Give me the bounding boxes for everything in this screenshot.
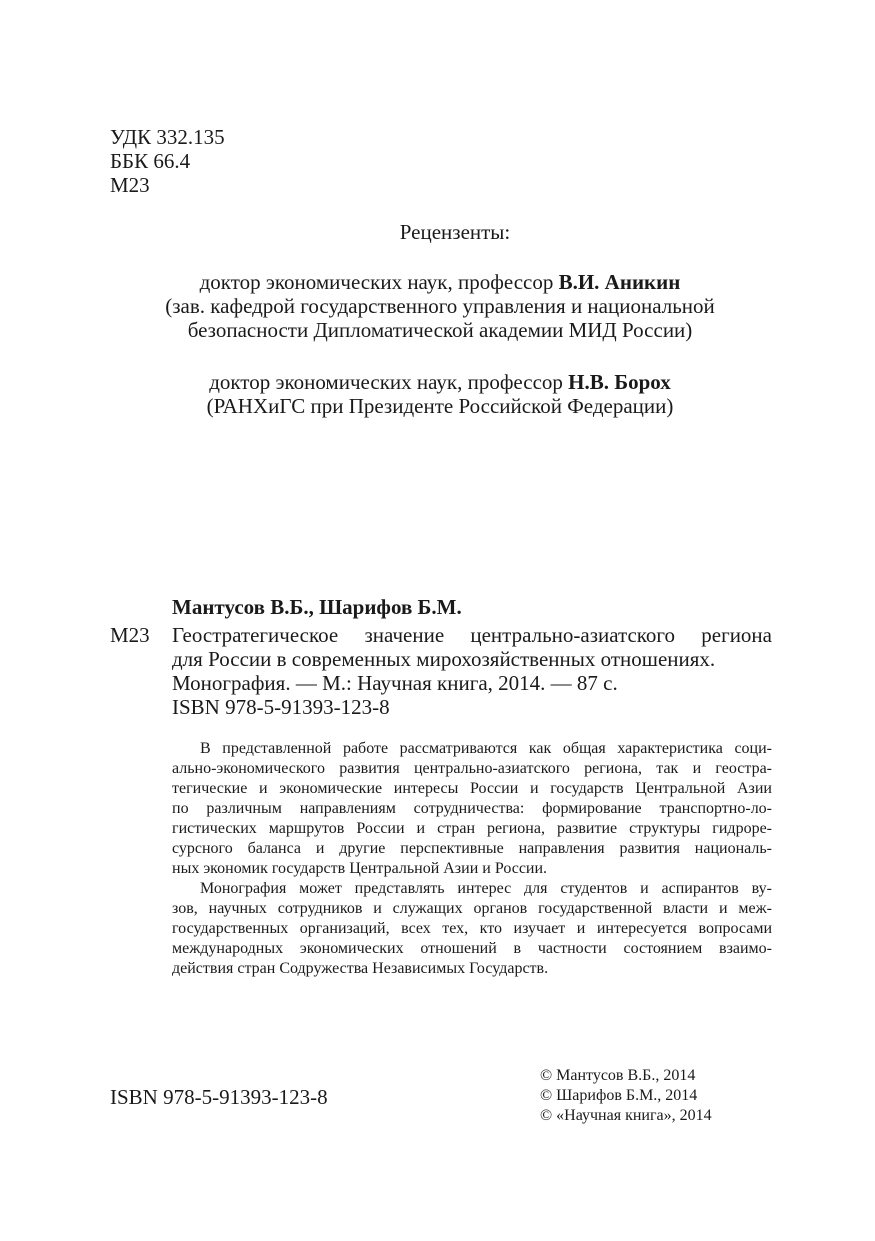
abstract-paragraph-1 bbox=[172, 739, 772, 879]
abstract-p1-line: В представленной работе рассматриваются как общая характеристика соци- bbox=[200, 740, 772, 757]
record-isbn: ISBN 978-5-91393-123-8 bbox=[172, 695, 390, 719]
abstract-p1-line: тегические и экономические интересы России и государств Центральной Азии bbox=[172, 780, 772, 797]
authors-line bbox=[172, 595, 462, 619]
reviewer-1-degree: доктор экономических наук, профессор bbox=[199, 270, 554, 294]
author-mark: М23 bbox=[110, 173, 150, 197]
authors: Мантусов В.Б., Шарифов Б.М. bbox=[172, 595, 462, 619]
footer-isbn: ISBN 978-5-91393-123-8 bbox=[110, 1085, 328, 1109]
reviewer-1 bbox=[110, 270, 770, 342]
reviewer-2-name: Н.В. Борох bbox=[568, 370, 671, 394]
abstract-p1-line: ных экономик государств Центральной Азии и России. bbox=[172, 860, 548, 877]
title-line-1: Геостратегическое значение центрально-азиатского региона bbox=[172, 623, 772, 647]
abstract-p1-line: по различным направлениям сотрудничества: формирование транспортно-ло- bbox=[172, 800, 772, 817]
abstract-p2-line: действия стран Содружества Независимых Государств. bbox=[172, 960, 549, 977]
reviewer-1-affiliation-1: (зав. кафедрой государственного управления и национальной bbox=[165, 294, 715, 318]
title-line-3: Монография. — М.: Научная книга, 2014. — 87 с. bbox=[172, 671, 618, 695]
record-mark: М23 bbox=[110, 623, 150, 647]
abstract-p2-line: государственных организаций, всех тех, кто изучает и интересуется вопросами bbox=[172, 920, 772, 937]
reviewer-2-degree-line bbox=[110, 370, 770, 394]
abstract-paragraph-2 bbox=[172, 879, 772, 979]
copyright-line: © «Научная книга», 2014 bbox=[540, 1107, 712, 1124]
abstract-p2-line: международных экономических отношений в частности состоянием взаимо- bbox=[172, 940, 772, 957]
copyright-line: © Шарифов Б.М., 2014 bbox=[540, 1087, 698, 1104]
abstract-p2-line: зов, научных сотрудников и служащих органов государственной власти и меж- bbox=[172, 900, 772, 917]
reviewer-2-degree: доктор экономических наук, профессор bbox=[209, 370, 563, 394]
udk-code: УДК 332.135 bbox=[110, 125, 225, 149]
reviewers-heading: Рецензенты: bbox=[399, 220, 511, 244]
abstract-p2-line: Монография может представлять интерес для студентов и аспирантов ву- bbox=[200, 880, 772, 897]
reviewer-2-affiliation-1: (РАНХиГС при Президенте Российской Федерации) bbox=[206, 394, 674, 418]
reviewer-1-name: В.И. Аникин bbox=[558, 270, 681, 294]
abstract-p1-line: ально-экономического развития центрально-азиатского региона, так и геостра- bbox=[172, 760, 772, 777]
copyright-line: © Мантусов В.Б., 2014 bbox=[540, 1067, 696, 1084]
bbk-code: ББК 66.4 bbox=[110, 149, 191, 173]
reviewer-1-degree-line bbox=[110, 270, 770, 294]
reviewer-2 bbox=[110, 370, 770, 418]
abstract-p1-line: сурсного баланса и другие перспективные направления развития националь- bbox=[172, 840, 772, 857]
title-line-2: для России в современных мирохозяйственных отношениях. bbox=[172, 647, 716, 671]
classification-codes bbox=[110, 125, 225, 197]
abstract bbox=[172, 739, 772, 979]
reviewer-1-affiliation-2: безопасности Дипломатической академии МИД России) bbox=[187, 318, 693, 342]
copyright-block bbox=[540, 1066, 712, 1126]
bibliographic-record bbox=[172, 623, 772, 719]
abstract-p1-line: гистических маршрутов России и стран региона, развитие структуры гидроре- bbox=[172, 820, 772, 837]
